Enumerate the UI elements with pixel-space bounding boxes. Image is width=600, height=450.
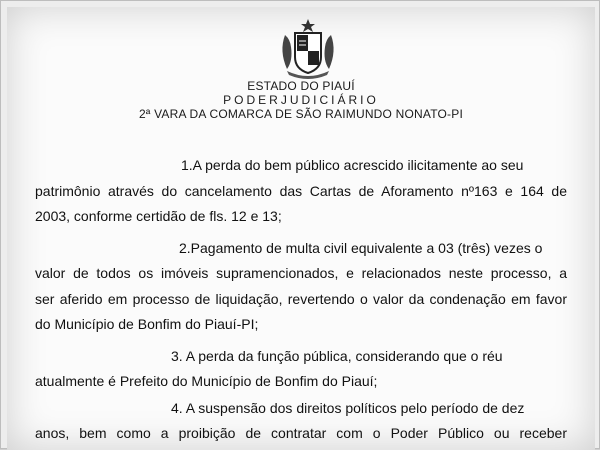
coat-of-arms-icon (275, 17, 341, 79)
header-state: ESTADO DO PIAUÍ (247, 79, 355, 93)
item4-line2: anos, bem como a proibição de contratar com o Poder Público ou receber (35, 425, 567, 441)
item2-line3: ser aferido em processo de liquidação, revertendo o valor da condenação em favor (35, 291, 567, 307)
item2-line2: valor de todos os imóveis supramencionados, e relacionados neste processo, a (35, 265, 567, 281)
item3-line2: atualmente é Prefeito do Município de Bonfim do Piauí; (35, 373, 378, 389)
header-power: PODERJUDICIÁRIO (223, 93, 379, 107)
item1-line3: 2003, conforme certidão de fls. 12 e 13; (35, 208, 282, 224)
document-page (7, 7, 595, 450)
item2-line4: do Município de Bonfim do Piauí-PI; (35, 316, 259, 332)
item1-line1: 1.A perda do bem público acrescido ilicitamente ao seu (181, 157, 524, 173)
header-court: 2ª VARA DA COMARCA DE SÃO RAIMUNDO NONATO-PI (139, 107, 463, 121)
item2-line1: 2.Pagamento de multa civil equivalente a 03 (três) vezes o (179, 240, 543, 256)
item4-line1: 4. A suspensão dos direitos políticos pelo período de dez (171, 400, 525, 416)
item1-line2: patrimônio através do cancelamento das Cartas de Aforamento nº163 e 164 de (35, 183, 567, 199)
item3-line1: 3. A perda da função pública, considerando que o réu (171, 348, 503, 364)
